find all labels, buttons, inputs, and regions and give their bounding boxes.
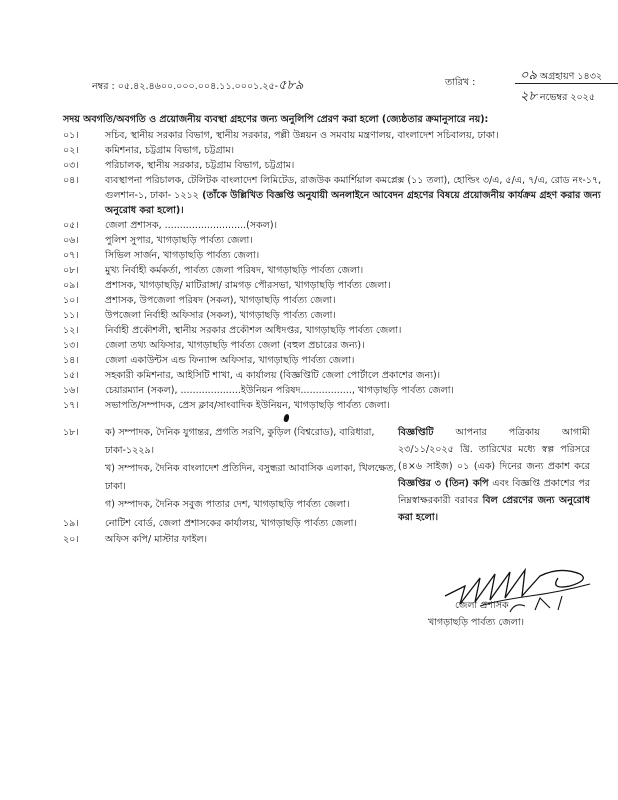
item-text bbox=[105, 398, 603, 413]
item-text bbox=[105, 143, 603, 158]
item-number: ১২। bbox=[63, 325, 79, 336]
item-text bbox=[105, 278, 603, 293]
item-text bbox=[105, 293, 603, 308]
item-text-main: জেলা একাউন্টস এন্ড ফিন্যান্স অফিসার, খাগড়াছড়ি পার্বত্য জেলা। bbox=[105, 355, 355, 366]
list-item bbox=[63, 173, 603, 218]
list-item bbox=[63, 516, 563, 532]
item-text-main: জেলা তথ্য অফিসার, খাগড়াছড়ি পার্বত্য জেলা (বহুল প্রচারের জন্য)। bbox=[105, 340, 365, 351]
item-text-main: প্রশাসক, খাগড়াছড়ি/ মাটিরাঙ্গা/ রামগড় পৌরসভা, খাগড়াছড়ি পার্বত্য জেলা। bbox=[105, 280, 391, 291]
memo-number-value: ০৫.৪২.৪৬০০.০০০.০০৪.১১.০০০১.২৫- bbox=[117, 81, 279, 92]
note-bold: বিল প্রেরণের জন্য অনুরোধ করা হলো। bbox=[398, 495, 590, 523]
item-number: ১৯। bbox=[63, 518, 79, 529]
item-text-main: সিভিল সার্জন, খাগড়াছড়ি পার্বত্য জেলা। bbox=[105, 250, 260, 261]
subject-line: সদয় অবগতি/অবগতি ও প্রয়োজনীয় ব্যবস্থা গ্রহণের জন্য অনুলিপি প্রেরণ করা হলো (জ্যেষ্ঠতার ক্রমানুসারে নয়): bbox=[63, 114, 489, 125]
item-text bbox=[105, 383, 603, 398]
item-number: ১৩। bbox=[63, 340, 79, 351]
signatory-title: জেলা প্রশাসক bbox=[455, 600, 509, 611]
item-number: ০২। bbox=[63, 145, 79, 156]
item-number: ০৫। bbox=[63, 220, 79, 231]
list-item bbox=[63, 143, 603, 158]
item-number: ০৮। bbox=[63, 265, 79, 276]
item-number: ১৬। bbox=[63, 385, 79, 396]
distribution-list bbox=[63, 128, 603, 413]
list-item bbox=[63, 158, 603, 173]
item-number: ০৩। bbox=[63, 160, 79, 171]
date-bangla-month-year: অগ্রহায়ণ ১৪৩২ bbox=[539, 71, 603, 82]
item18-line-a: ক) সম্পাদক, দৈনিক যুগান্তর, প্রগতি সরণি, কুড়িল (বিশ্বরোড), বারিধারা, ঢাকা-১২২৯। bbox=[105, 427, 375, 456]
item18-line-c: গ) সম্পাদক, দৈনিক সবুজ পাতার দেশ, খাগড়াছড়ি পার্বত্য জেলা। bbox=[105, 499, 350, 510]
list-item bbox=[63, 532, 563, 548]
list-item bbox=[63, 323, 603, 338]
item-text bbox=[105, 128, 603, 143]
item-number: ১৫। bbox=[63, 370, 79, 381]
item-text bbox=[105, 173, 603, 218]
item-text bbox=[105, 353, 603, 368]
item-number: ১০। bbox=[63, 295, 79, 306]
list-item bbox=[63, 218, 603, 233]
item-text-main: নির্বাহী প্রকৌশলী, স্থানীয় সরকার প্রকৌশল অধিদপ্তর, খাগড়াছড়ি পার্বত্য জেলা। bbox=[105, 325, 402, 336]
item18-line-b: খ) সম্পাদক, দৈনিক বাংলাদেশ প্রতিদিন, বসুন্ধরা আবাসিক এলাকা, খিলক্ষেত, ঢাকা। bbox=[105, 463, 397, 492]
item-text-main: সচিব, স্থানীয় সরকার বিভাগ, স্থানীয় সরকার, পল্লী উন্নয়ন ও সমবায় মন্ত্রণালয়, বাংলাদেশ সচিবালয়, ঢাকা। bbox=[105, 130, 499, 141]
item-number: ১১। bbox=[63, 310, 79, 321]
date-divider bbox=[515, 83, 618, 84]
item-text bbox=[105, 233, 603, 248]
list-item bbox=[63, 128, 603, 143]
item-text bbox=[105, 323, 603, 338]
item-number: ০৬। bbox=[63, 235, 79, 246]
list-item bbox=[63, 353, 603, 368]
date-greg-month-year: নভেম্বর ২০২৫ bbox=[539, 92, 596, 103]
publication-note bbox=[398, 424, 590, 526]
item-number: ০১। bbox=[63, 130, 79, 141]
note-text: আপনার পত্রিকায় আগামী ২৩/১১/২০২৫ খ্রি. তারিখের মধ্যে স্বল্প পরিসরে (৪×৬ সাইজ) ০১ (এক) দিনের জন্য প্রকাশ করে bbox=[398, 427, 590, 472]
date-bangla-day: ০৯ bbox=[520, 68, 537, 83]
item-text bbox=[105, 338, 603, 353]
item-text-main: সভাপতি/সম্পাদক, প্রেস ক্লাব/সাংবাদিক ইউনিয়ন, খাগড়াছড়ি পার্বত্য জেলা। bbox=[105, 400, 390, 411]
item-number: ১৭। bbox=[63, 400, 79, 411]
item-text-main: মুখ্য নির্বাহী কর্মকর্তা, পার্বত্য জেলা পরিষদ, খাগড়াছড়ি পার্বত্য জেলা। bbox=[105, 265, 364, 276]
item-text-main: চেয়ারম্যান (সকল), ....................ইউনিয়ন পরিষদ................., খাগড়াছড়ি পার্বত্য জেলা। bbox=[105, 385, 454, 396]
item-number: ১৪। bbox=[63, 355, 79, 366]
item-number: ০৪। bbox=[63, 175, 79, 186]
list-item bbox=[63, 398, 603, 413]
list-item bbox=[63, 248, 603, 263]
item-number: ২০। bbox=[63, 534, 79, 545]
item-text: অফিস কপি/ মাস্টার ফাইল। bbox=[105, 534, 207, 545]
item-text bbox=[105, 368, 603, 383]
list-item bbox=[63, 338, 603, 353]
item-18 bbox=[63, 424, 403, 514]
item-text-main: সহকারী কমিশনার, আইসিটি শাখা, এ কার্যালয় (বিজ্ঞপ্তিটি জেলা পোর্টালে প্রকাশের জন্য)। bbox=[105, 370, 441, 381]
item-text bbox=[105, 248, 603, 263]
item-number: ০৭। bbox=[63, 250, 79, 261]
list-item bbox=[63, 233, 603, 248]
item-text bbox=[105, 158, 603, 173]
memo-number bbox=[92, 76, 303, 97]
item-text-main: উপজেলা নির্বাহী অফিসার (সকল), খাগড়াছড়ি পার্বত্য জেলা। bbox=[105, 310, 336, 321]
signatory-place: খাগড়াছড়ি পার্বত্য জেলা। bbox=[428, 617, 525, 628]
date-gregorian bbox=[520, 87, 595, 108]
memo-label: নম্বর : bbox=[92, 81, 115, 92]
item-text bbox=[105, 308, 603, 323]
item-number: ১৮। bbox=[63, 427, 79, 438]
item-text-bold: (তাঁকে উল্লিখিত বিজ্ঞপ্তি অনুযায়ী অনলাইনে আবেদন গ্রহণের বিষয়ে প্রয়োজনীয় কার্যক্রম গ্রহণ করার জন্য অনুরোধ করা হলো)। bbox=[105, 190, 601, 216]
memo-handwritten-number: ৫৮৯ bbox=[278, 78, 304, 93]
list-item bbox=[63, 263, 603, 278]
tail-list bbox=[63, 516, 563, 548]
item-text: নোটিশ বোর্ড, জেলা প্রশাসকের কার্যালয়, খাগড়াছড়ি পার্বত্য জেলা। bbox=[105, 518, 357, 529]
list-item bbox=[63, 368, 603, 383]
list-item bbox=[63, 278, 603, 293]
item-text-main: জেলা প্রশাসক, ...........................(সকল)। bbox=[105, 220, 277, 231]
date-label: তারিখ : bbox=[445, 77, 476, 88]
date-greg-day: ২৮ bbox=[520, 89, 537, 104]
item-text-main: প্রশাসক, উপজেলা পরিষদ (সকল), খাগড়াছড়ি পার্বত্য জেলা। bbox=[105, 295, 336, 306]
item-number: ০৯। bbox=[63, 280, 79, 291]
item-text-main: ব্যবস্থাপনা পরিচালক, টেলিটক বাংলাদেশ লিমিটেড, রাজউক কমার্শিয়াল কমপ্লেক্স (১১ তলা), হোল্ডিং ৩/এ, ৫/এ, ৭/এ, রোড নং-১৭, গুলশান-১, ঢাকা- ১২১২ bbox=[105, 175, 602, 201]
item-text bbox=[105, 218, 603, 233]
note-bold: বিজ্ঞপ্তির ৩ (তিন) কপি bbox=[398, 478, 489, 489]
item-text-main: কমিশনার, চট্টগ্রাম বিভাগ, চট্টগ্রাম। bbox=[105, 145, 234, 156]
list-item bbox=[63, 308, 603, 323]
item-text-main: পরিচালক, স্থানীয় সরকার, চট্টগ্রাম বিভাগ, চট্টগ্রাম। bbox=[105, 160, 295, 171]
list-item bbox=[63, 293, 603, 308]
item-text-main: পুলিশ সুপার, খাগড়াছড়ি পার্বত্য জেলা। bbox=[105, 235, 253, 246]
ink-blot bbox=[283, 413, 290, 422]
list-item bbox=[63, 383, 603, 398]
note-bold: বিজ্ঞপ্তিটি bbox=[398, 427, 434, 438]
item-text bbox=[105, 263, 603, 278]
note-text: এবং বিজ্ঞপ্তি প্রকাশের পর নিম্নস্বাক্ষরকারী বরাবর bbox=[398, 478, 590, 506]
